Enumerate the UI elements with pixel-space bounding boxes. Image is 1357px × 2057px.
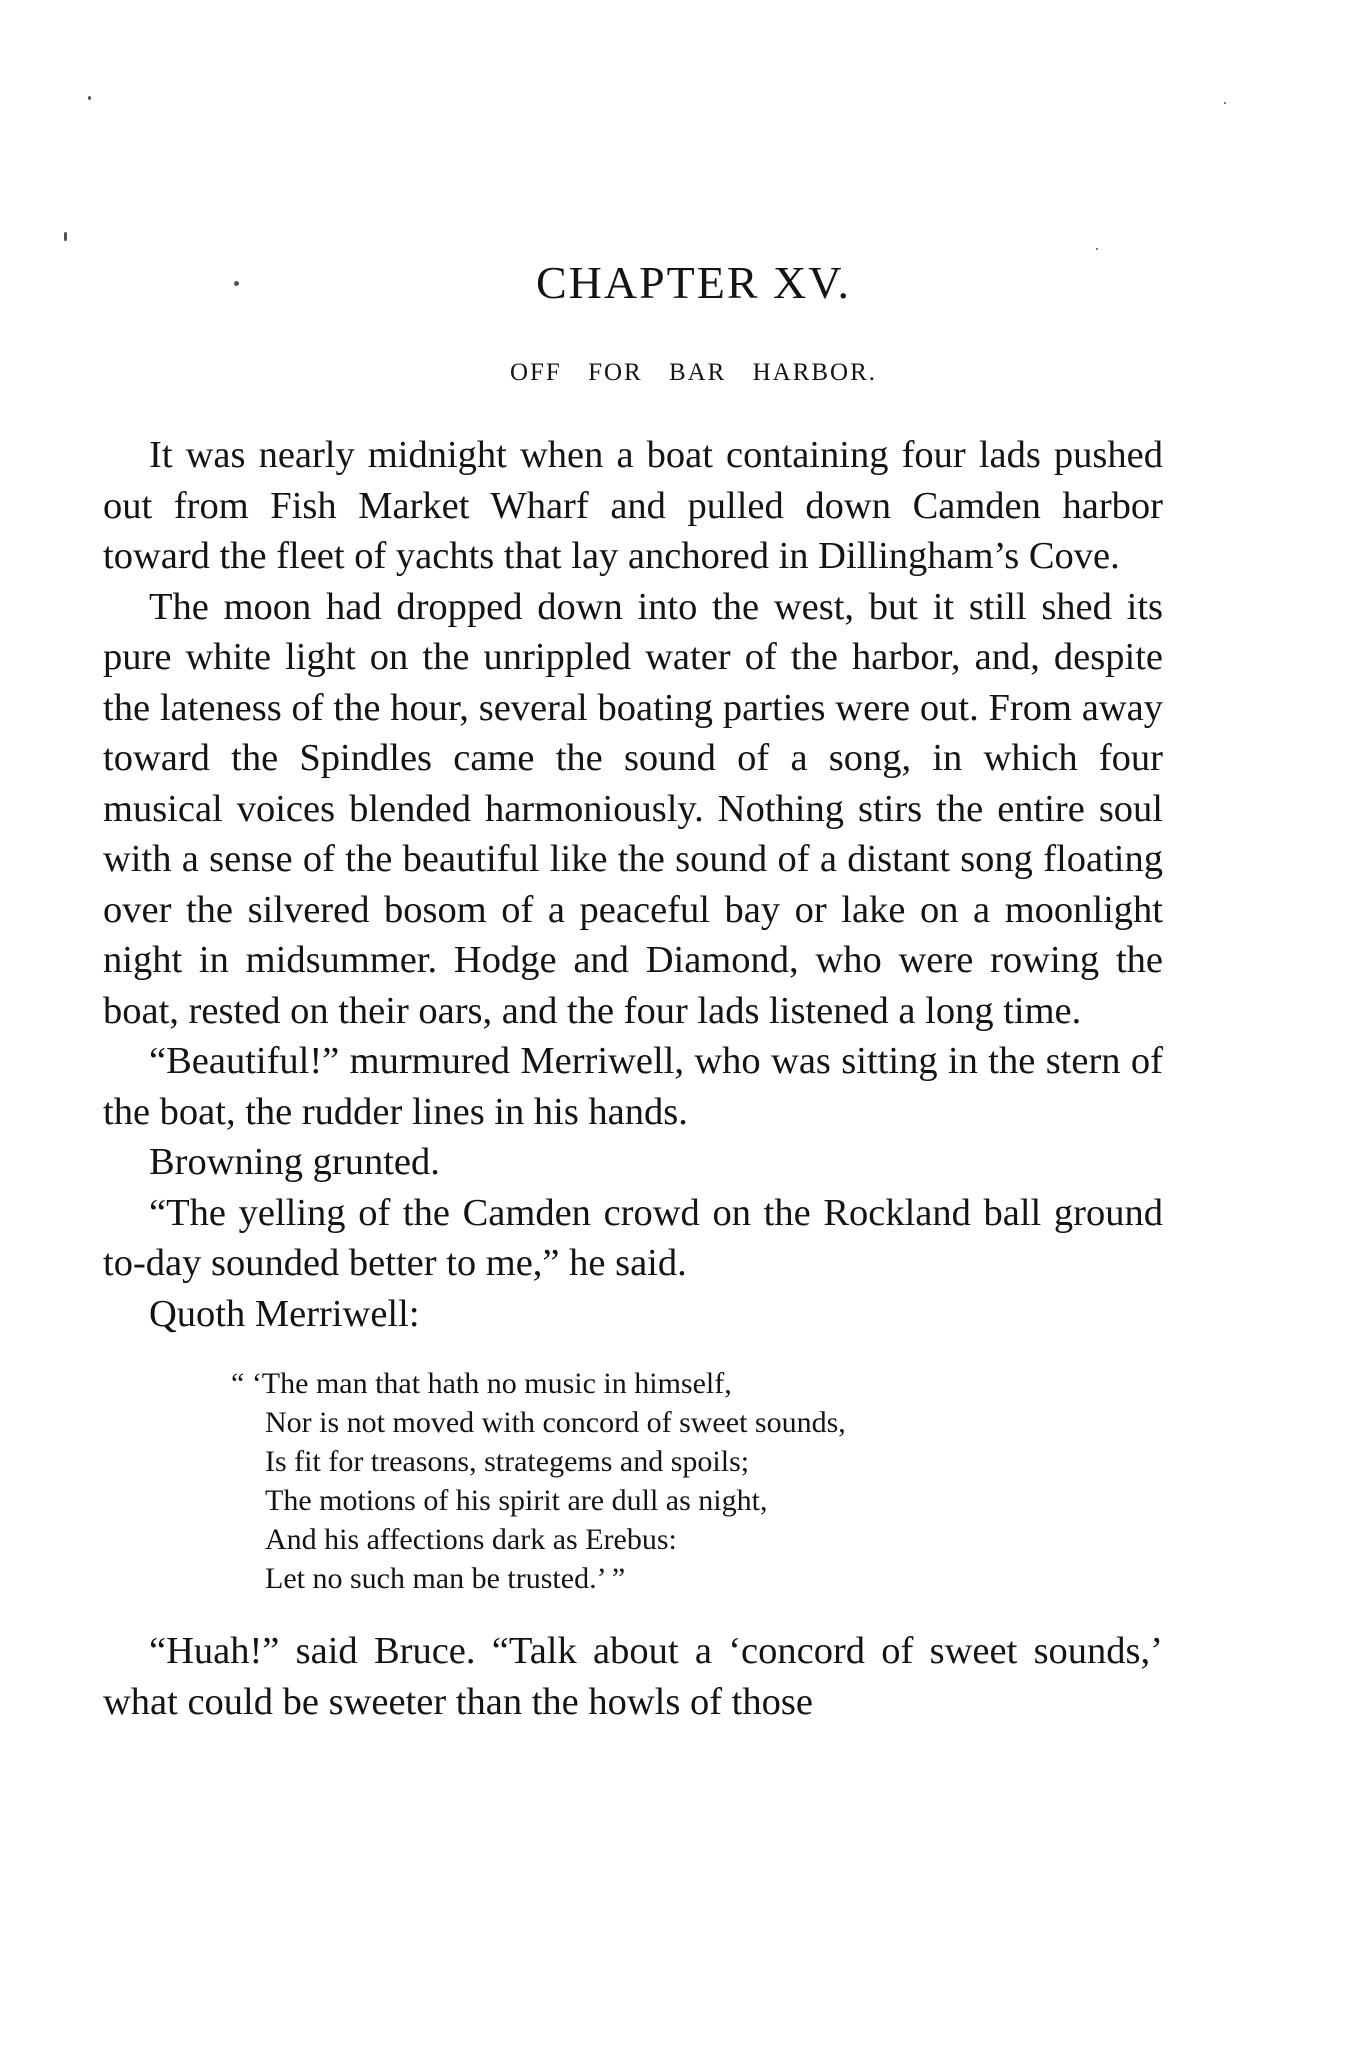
verse-line: “ ‘The man that hath no music in himself,: [231, 1367, 732, 1400]
paragraph: The moon had dropped down into the west, but it still shed its pure white light on the unrippled water of the harbor, and, despite the lateness of the hour, several boating parties were out. From away toward the Spindles came the sound of a song, in which four musical voices blended harmoniously. Nothing stirs the entire soul with a sense of the beautiful like the sound of a distant song floating over the silvered bosom of a peaceful bay or lake on a moonlight night in midsummer. Hodge and Diamond, who were rowing the boat, rested on their oars, and the four lads listened a long time.: [103, 585, 1163, 1032]
paragraph: “Beautiful!” murmured Merriwell, who was sitting in the stern of the boat, the rudder lines in his hands.: [103, 1040, 1163, 1133]
verse-line: Nor is not moved with concord of sweet sounds,: [265, 1406, 846, 1439]
verse-line: The motions of his spirit are dull as night,: [265, 1484, 768, 1517]
paragraph: “The yelling of the Camden crowd on the Rockland ball ground to-day sounded better to me,” he said.: [103, 1191, 1163, 1284]
page-speck: [64, 232, 67, 241]
verse-line: Let no such man be trusted.’ ”: [265, 1562, 626, 1595]
body-text: [103, 430, 1163, 1727]
page-speck: [88, 96, 91, 100]
chapter-subtitle: OFF FOR BAR HARBOR.: [509, 359, 878, 386]
paragraph: It was nearly midnight when a boat containing four lads pushed out from Fish Market Wharf and pulled down Camden harbor toward the fleet of yachts that lay anchored in Dillingham’s Cove.: [103, 434, 1163, 577]
page-speck: [1224, 102, 1226, 104]
chapter-title: CHAPTER XV.: [535, 257, 852, 308]
paragraph: Browning grunted.: [149, 1141, 440, 1183]
verse-line: And his affections dark as Erebus:: [265, 1523, 677, 1556]
verse-quotation: [103, 1364, 1163, 1598]
paragraph: “Huah!” said Bruce. “Talk about a ‘concord of sweet sounds,’ what could be sweeter than the howls of those: [103, 1630, 1163, 1723]
verse-line: Is fit for treasons, strategems and spoils;: [265, 1445, 750, 1478]
page-speck: [1096, 248, 1098, 250]
paragraph: Quoth Merriwell:: [149, 1292, 420, 1335]
